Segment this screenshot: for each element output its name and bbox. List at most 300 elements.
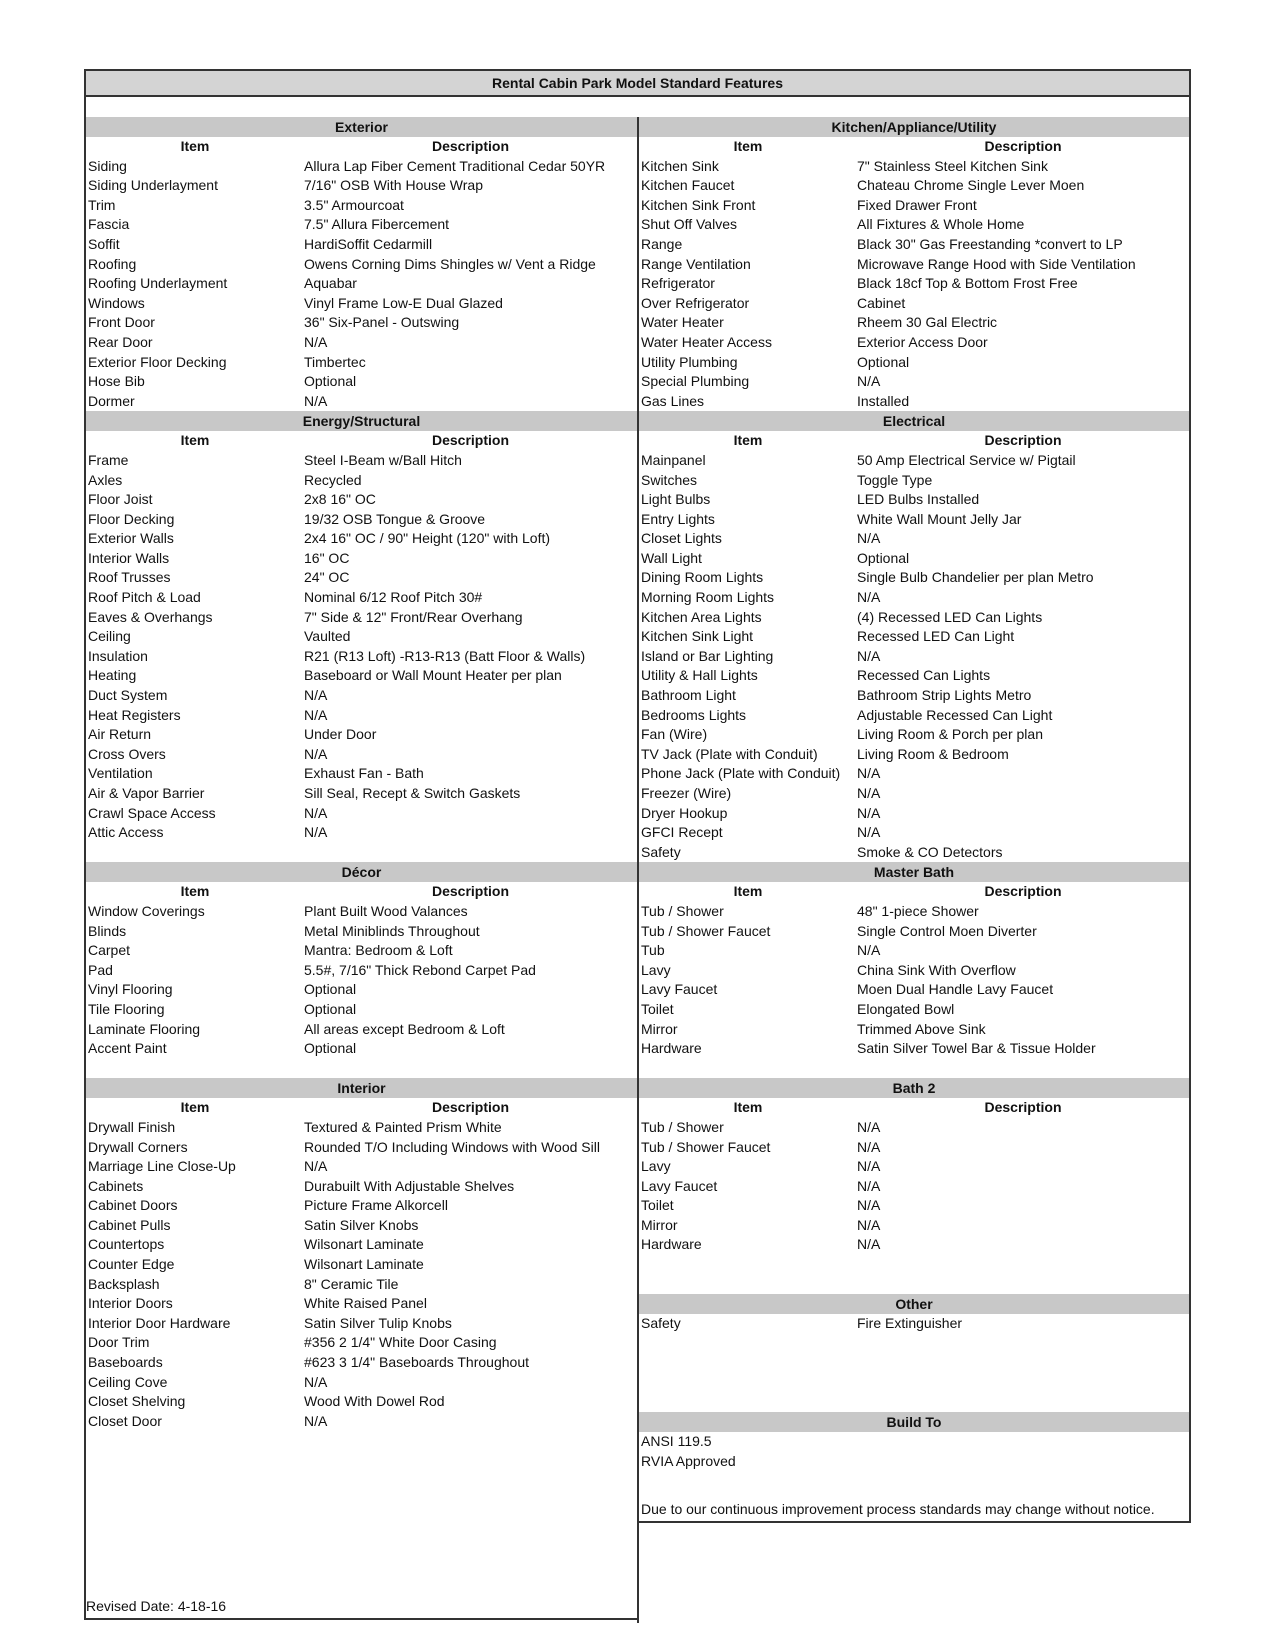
item-cell: Switches [641, 471, 698, 488]
table-row [639, 1138, 1189, 1158]
description-cell: Recycled [304, 471, 362, 488]
item-cell: Morning Room Lights [641, 589, 775, 606]
item-cell: Air & Vapor Barrier [88, 785, 205, 801]
item-cell: Mirror [641, 1216, 678, 1233]
item-cell: Roofing [88, 255, 137, 272]
description-cell: 19/32 OSB Tongue & Groove [304, 510, 486, 527]
table-row [639, 1000, 1189, 1020]
table-row [639, 490, 1189, 510]
table-row [86, 823, 637, 843]
description-cell [857, 1275, 1189, 1295]
table-row [639, 1235, 1189, 1255]
item-cell: Phone Jack (Plate with Conduit) [641, 765, 841, 782]
section-kitchen-appliance-utility [639, 117, 1189, 411]
description-cell: N/A [857, 589, 881, 606]
item-cell: Entry Lights [641, 510, 715, 527]
description-cell: N/A [857, 373, 881, 390]
item-cell: Hose Bib [88, 373, 145, 390]
table-row [86, 961, 637, 981]
description-cell: N/A [857, 1118, 881, 1135]
description-cell: 5.5#, 7/16" Thick Rebond Carpet Pad [304, 961, 536, 978]
item-cell: Over Refrigerator [641, 294, 750, 311]
item-cell: Utility & Hall Lights [641, 667, 758, 684]
description-cell: Black 18cf Top & Bottom Frost Free [857, 275, 1078, 292]
item-cell: Windows [88, 294, 145, 311]
item-cell: Cabinet Doors [88, 1197, 178, 1214]
table-row [639, 1275, 1189, 1295]
table-row [86, 843, 637, 863]
table-row [86, 1020, 637, 1040]
item-cell: GFCI Recept [641, 824, 723, 841]
table-row [86, 490, 637, 510]
table-row [639, 1039, 1189, 1059]
description-cell: Single Control Moen Diverter [857, 922, 1037, 939]
item-cell: Exterior Floor Decking [88, 353, 227, 370]
item-cell: Tile Flooring [88, 1000, 165, 1017]
item-cell: Laminate Flooring [88, 1020, 201, 1037]
table-row [639, 1216, 1189, 1236]
item-cell: Interior Walls [88, 549, 170, 566]
table-row [86, 451, 637, 471]
item-column-header: Item [180, 1099, 210, 1116]
table-row [639, 1432, 1189, 1452]
table-row [639, 647, 1189, 667]
description-cell: N/A [304, 687, 328, 704]
description-cell: Black 30" Gas Freestanding *convert to LP [857, 235, 1123, 252]
item-cell: Marriage Line Close-Up [88, 1158, 236, 1175]
table-row [86, 1196, 637, 1216]
item-cell: Lavy [641, 961, 671, 978]
item-cell: Kitchen Faucet [641, 177, 735, 194]
item-cell: Lavy Faucet [641, 981, 718, 998]
item-cell [86, 843, 304, 863]
description-cell: Adjustable Recessed Can Light [857, 706, 1053, 723]
description-cell: Satin Silver Towel Bar & Tissue Holder [857, 1040, 1096, 1057]
item-cell: Heating [88, 667, 137, 684]
item-column-header: Item [733, 1099, 763, 1116]
table-row [86, 627, 637, 647]
description-cell: Smoke & CO Detectors [857, 843, 1003, 860]
description-cell: N/A [304, 1412, 328, 1429]
description-cell: Microwave Range Hood with Side Ventilation [857, 255, 1136, 272]
item-cell: Mainpanel [641, 451, 706, 468]
table-row [639, 1118, 1189, 1138]
table-row [639, 725, 1189, 745]
item-cell: Counter Edge [88, 1256, 175, 1273]
table-row [86, 1118, 637, 1138]
item-cell: Hardware [641, 1236, 702, 1253]
description-cell: Vaulted [304, 628, 351, 645]
item-cell: Closet Door [88, 1412, 162, 1429]
table-row [639, 451, 1189, 471]
description-cell: N/A [304, 1158, 328, 1175]
description-cell: Trimmed Above Sink [857, 1020, 986, 1037]
table-row [639, 1157, 1189, 1177]
description-cell: 24" OC [304, 569, 350, 586]
item-cell [639, 1275, 857, 1295]
item-cell: Closet Lights [641, 530, 722, 547]
description-column-header: Description [431, 883, 509, 900]
item-cell: Window Coverings [88, 902, 205, 919]
sheet-title: Rental Cabin Park Model Standard Features [84, 69, 1191, 97]
description-cell: Picture Frame Alkorcell [304, 1197, 448, 1214]
table-row [86, 1235, 637, 1255]
table-row [639, 568, 1189, 588]
table-row [639, 1196, 1189, 1216]
table-row [86, 157, 637, 177]
item-cell: Floor Decking [88, 510, 175, 527]
table-row [639, 549, 1189, 569]
item-cell: Duct System [88, 687, 168, 704]
item-cell: Insulation [88, 647, 148, 664]
description-cell: HardiSoffit Cedarmill [304, 235, 433, 252]
description-cell: Cabinet [857, 294, 906, 311]
section-title: Exterior [86, 117, 637, 137]
table-row [86, 255, 637, 275]
item-cell: Accent Paint [88, 1040, 167, 1057]
item-column-header: Item [733, 432, 763, 449]
item-cell: Refrigerator [641, 275, 715, 292]
table-row [639, 686, 1189, 706]
section-title: Energy/Structural [86, 411, 637, 431]
table-row [86, 1157, 637, 1177]
table-row [86, 1059, 637, 1079]
description-cell: Nominal 6/12 Roof Pitch 30# [304, 589, 483, 606]
description-cell: Wilsonart Laminate [304, 1236, 424, 1253]
description-cell [857, 1334, 1189, 1354]
description-cell: N/A [857, 1158, 881, 1175]
table-row [86, 510, 637, 530]
table-row [86, 1373, 637, 1393]
table-row [639, 1452, 1189, 1472]
column-headers [639, 431, 1189, 451]
table-row [86, 706, 637, 726]
table-row [86, 1255, 637, 1275]
table-row [639, 157, 1189, 177]
description-cell: N/A [857, 804, 881, 821]
description-cell: Exterior Access Door [857, 333, 988, 350]
section-d-cor [86, 862, 637, 1078]
right-column [639, 117, 1189, 1471]
description-cell: Mantra: Bedroom & Loft [304, 942, 453, 959]
section-bath-2 [639, 1078, 1189, 1294]
item-cell: Tub / Shower Faucet [641, 922, 771, 939]
description-cell: Optional [304, 1040, 357, 1057]
description-cell: Optional [304, 373, 357, 390]
item-cell: Crawl Space Access [88, 804, 216, 821]
item-cell: Kitchen Sink Light [641, 628, 754, 645]
revised-date: Revised Date: 4-18-16 [86, 1598, 227, 1614]
table-row [86, 392, 637, 412]
description-cell: Optional [857, 353, 910, 370]
section-title: Kitchen/Appliance/Utility [639, 117, 1189, 137]
description-cell: 2x8 16" OC [304, 491, 376, 508]
table-row [86, 529, 637, 549]
item-cell: Soffit [88, 235, 120, 252]
section-title: Bath 2 [639, 1078, 1189, 1098]
table-row [86, 666, 637, 686]
column-headers [86, 431, 637, 451]
description-cell: 3.5" Armourcoat [304, 196, 404, 213]
description-cell [304, 843, 637, 863]
description-cell: China Sink With Overflow [857, 961, 1016, 978]
item-cell [639, 1334, 857, 1354]
table-row [639, 784, 1189, 804]
table-row [639, 1177, 1189, 1197]
table-row [639, 1059, 1189, 1079]
description-cell: R21 (R13 Loft) -R13-R13 (Batt Floor & Walls) [304, 647, 586, 664]
description-cell: Moen Dual Handle Lavy Faucet [857, 981, 1054, 998]
description-cell: Sill Seal, Recept & Switch Gaskets [304, 785, 521, 801]
table-row [639, 372, 1189, 392]
description-cell: Installed [857, 392, 910, 409]
description-cell: Textured & Painted Prism White [304, 1118, 502, 1135]
item-cell: Fan (Wire) [641, 726, 708, 743]
description-cell: 50 Amp Electrical Service w/ Pigtail [857, 451, 1076, 468]
section-title: Other [639, 1294, 1189, 1314]
section-electrical [639, 411, 1189, 862]
table-row [639, 333, 1189, 353]
item-cell [639, 1393, 857, 1413]
description-cell: Rounded T/O Including Windows with Wood Sill [304, 1138, 600, 1155]
table-row [86, 568, 637, 588]
item-cell [639, 1255, 857, 1275]
table-row [86, 1039, 637, 1059]
item-cell [639, 1373, 857, 1393]
item-column-header: Item [180, 883, 210, 900]
description-cell [304, 1059, 637, 1079]
item-cell: Countertops [88, 1236, 165, 1253]
column-headers [86, 882, 637, 902]
item-cell [639, 1353, 857, 1373]
description-cell [857, 1373, 1189, 1393]
table-row [639, 215, 1189, 235]
item-cell: Baseboards [88, 1354, 163, 1371]
item-cell: Island or Bar Lighting [641, 647, 774, 664]
item-cell: Freezer (Wire) [641, 785, 732, 801]
description-cell: 7" Side & 12" Front/Rear Overhang [304, 608, 523, 625]
item-cell: Hardware [641, 1040, 702, 1057]
description-cell: 36" Six-Panel - Outswing [304, 314, 460, 331]
item-cell: Utility Plumbing [641, 353, 738, 370]
description-cell: 7/16" OSB With House Wrap [304, 177, 484, 194]
description-cell: Optional [304, 981, 357, 998]
section-other [639, 1294, 1189, 1412]
description-cell [857, 1059, 1189, 1079]
description-column-header: Description [984, 432, 1062, 449]
description-cell: N/A [857, 1197, 881, 1214]
item-cell: Door Trim [88, 1334, 150, 1351]
table-row [86, 313, 637, 333]
table-row [639, 294, 1189, 314]
description-cell: All areas except Bedroom & Loft [304, 1020, 505, 1037]
description-cell: Fixed Drawer Front [857, 196, 977, 213]
description-cell: N/A [857, 1236, 881, 1253]
table-row [639, 608, 1189, 628]
description-cell: Optional [304, 1000, 357, 1017]
description-cell: Recessed Can Lights [857, 667, 991, 684]
description-cell: 7" Stainless Steel Kitchen Sink [857, 157, 1048, 174]
description-column-header: Description [984, 138, 1062, 154]
item-cell: Tub / Shower [641, 902, 724, 919]
table-row [639, 255, 1189, 275]
item-cell: Exterior Walls [88, 530, 174, 547]
description-cell: N/A [857, 824, 881, 841]
table-row [86, 804, 637, 824]
description-cell: Satin Silver Knobs [304, 1216, 419, 1233]
description-cell: White Raised Panel [304, 1295, 427, 1312]
section-master-bath [639, 862, 1189, 1078]
item-cell: Cabinets [88, 1177, 144, 1194]
table-row [86, 686, 637, 706]
table-row [639, 176, 1189, 196]
table-row [86, 922, 637, 942]
description-cell: Durabuilt With Adjustable Shelves [304, 1177, 515, 1194]
description-cell: N/A [304, 804, 328, 821]
item-cell: Front Door [88, 314, 155, 331]
item-cell: Vinyl Flooring [88, 981, 173, 998]
item-cell: Interior Door Hardware [88, 1314, 231, 1331]
table-row [86, 471, 637, 491]
item-cell [86, 1059, 304, 1079]
description-cell: Rheem 30 Gal Electric [857, 314, 998, 331]
table-row [86, 294, 637, 314]
description-column-header: Description [431, 138, 509, 154]
description-cell [857, 1432, 1189, 1452]
description-cell: Steel I-Beam w/Ball Hitch [304, 451, 462, 468]
table-row [639, 235, 1189, 255]
description-cell [857, 1452, 1189, 1472]
description-cell: N/A [857, 1216, 881, 1233]
table-row [86, 196, 637, 216]
table-row [639, 1393, 1189, 1413]
table-row [86, 941, 637, 961]
description-cell: N/A [304, 333, 328, 350]
description-cell: #623 3 1/4" Baseboards Throughout [304, 1354, 529, 1371]
table-row [639, 666, 1189, 686]
description-cell: Plant Built Wood Valances [304, 902, 468, 919]
section-exterior [86, 117, 637, 411]
item-cell: Heat Registers [88, 706, 181, 723]
column-headers [86, 137, 637, 157]
description-cell: Fire Extinguisher [857, 1315, 963, 1332]
table-row [639, 471, 1189, 491]
item-cell: Rear Door [88, 333, 153, 350]
item-cell: Light Bulbs [641, 491, 711, 508]
table-row [86, 274, 637, 294]
table-row [639, 941, 1189, 961]
table-row [86, 588, 637, 608]
table-row [86, 1177, 637, 1197]
table-row [86, 333, 637, 353]
description-cell: Timbertec [304, 353, 366, 370]
table-row [86, 647, 637, 667]
table-row [639, 196, 1189, 216]
item-cell: Carpet [88, 942, 131, 959]
section-interior [86, 1078, 637, 1431]
item-cell: Eaves & Overhangs [88, 608, 213, 625]
item-cell: Trim [88, 196, 116, 213]
description-cell: Wood With Dowel Rod [304, 1393, 445, 1410]
description-cell: Vinyl Frame Low-E Dual Glazed [304, 294, 503, 311]
item-cell: Dryer Hookup [641, 804, 728, 821]
item-cell: Water Heater Access [641, 333, 772, 350]
item-cell: Tub / Shower Faucet [641, 1138, 771, 1155]
item-cell: Ceiling [88, 628, 131, 645]
description-cell: Metal Miniblinds Throughout [304, 922, 480, 939]
table-row [86, 980, 637, 1000]
item-cell: Dining Room Lights [641, 569, 764, 586]
item-cell: Floor Joist [88, 491, 153, 508]
description-cell: Toggle Type [857, 471, 933, 488]
table-row [639, 980, 1189, 1000]
table-row [86, 549, 637, 569]
table-row [639, 902, 1189, 922]
item-cell: Blinds [88, 922, 127, 939]
description-column-header: Description [984, 1099, 1062, 1116]
description-cell: Recessed LED Can Light [857, 628, 1015, 645]
item-cell: Pad [88, 961, 113, 978]
item-cell: Range Ventilation [641, 255, 751, 272]
item-column-header: Item [180, 138, 210, 154]
table-row [86, 1138, 637, 1158]
table-row [639, 1020, 1189, 1040]
description-cell: N/A [857, 1138, 881, 1155]
description-cell: N/A [857, 785, 881, 801]
table-row [86, 235, 637, 255]
item-cell: Tub [641, 942, 665, 959]
description-cell: 8" Ceramic Tile [304, 1275, 399, 1292]
item-cell: Bedrooms Lights [641, 706, 747, 723]
item-cell: Air Return [88, 726, 152, 743]
table-row [639, 588, 1189, 608]
table-row [86, 1314, 637, 1334]
description-cell: #356 2 1/4" White Door Casing [304, 1334, 497, 1351]
table-row [639, 313, 1189, 333]
table-row [86, 1275, 637, 1295]
item-cell: TV Jack (Plate with Conduit) [641, 745, 818, 762]
table-row [86, 372, 637, 392]
left-column [86, 117, 637, 1431]
description-cell: (4) Recessed LED Can Lights [857, 608, 1043, 625]
item-cell: Lavy [641, 1158, 671, 1175]
section-build-to [639, 1412, 1189, 1471]
frame-right-border [1189, 93, 1191, 1523]
item-cell: Water Heater [641, 314, 724, 331]
table-row [86, 1333, 637, 1353]
table-row [86, 1412, 637, 1432]
description-cell: Living Room & Porch per plan [857, 726, 1043, 743]
item-cell: Roof Pitch & Load [88, 589, 201, 606]
table-row [639, 1373, 1189, 1393]
item-cell: Mirror [641, 1020, 678, 1037]
item-cell: Dormer [88, 392, 135, 409]
description-cell: Owens Corning Dims Shingles w/ Vent a Ridge [304, 255, 596, 272]
table-row [639, 627, 1189, 647]
column-headers [639, 1098, 1189, 1118]
item-cell: Siding [88, 157, 127, 174]
description-cell: 2x4 16" OC / 90" Height (120" with Loft) [304, 530, 551, 547]
description-cell: N/A [857, 530, 881, 547]
table-row [639, 510, 1189, 530]
item-cell: Safety [641, 1315, 681, 1332]
item-cell: Gas Lines [641, 392, 705, 409]
description-cell: N/A [304, 745, 328, 762]
description-column-header: Description [431, 1099, 509, 1116]
table-row [639, 529, 1189, 549]
table-row [86, 215, 637, 235]
description-cell: N/A [857, 942, 881, 959]
